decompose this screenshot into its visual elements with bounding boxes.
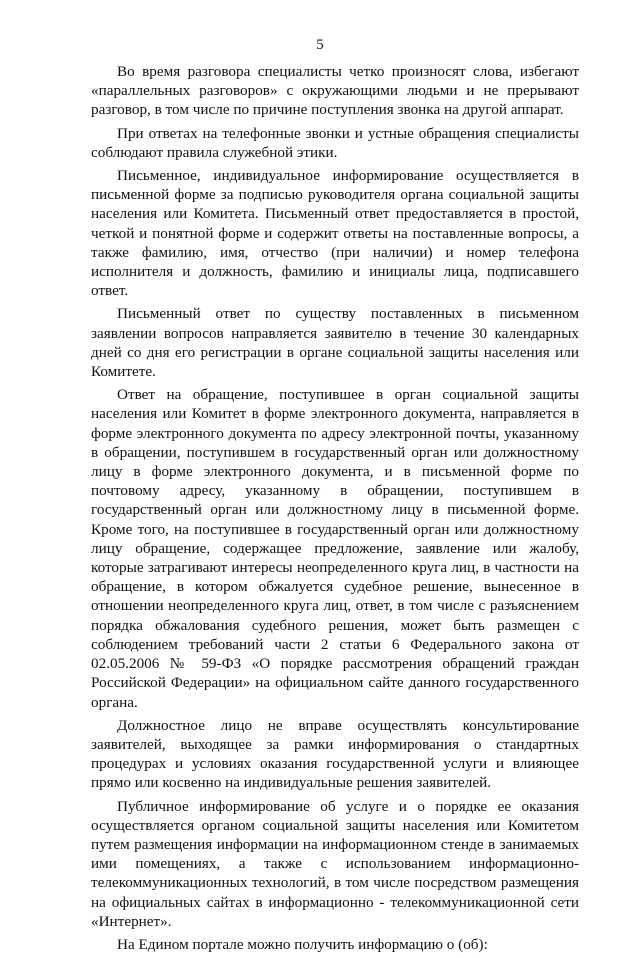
paragraph-service-ethics: При ответах на телефонные звонки и устные обращения специалисты соблюдают правила служебной этики. [91, 124, 579, 161]
paragraph-written-informing: Письменное, индивидуальное информирование осуществляется в письменной форме за подписью руководителя органа социальной защиты населения или Комитета. Письменный ответ предоставляется в простой, четкой и понятной форме и содержит ответы на поставленные вопросы, а также фамилию, имя, отчество (при наличии) и номер телефона исполнителя и должность, фамилию и инициалы лица, подписавшего ответ. [91, 167, 579, 300]
page-number: 5 [316, 37, 324, 53]
paragraph-public-informing: Публичное информирование об услуге и о порядке ее оказания осуществляется органом социальной защиты населения или Комитетом путем размещения информации на информационном стенде в занимаемых ими помещениях, а также с использованием информационно-телекоммуникационных технологий, в том числе посредством размещения на официальных сайтах в информационно - телекоммуникационной сети «Интернет». [91, 797, 579, 930]
paragraph-phone-conversation: Во время разговора специалисты четко произносят слова, избегают «параллельных разговоров» с окружающими людьми и не прерывают разговор, в том числе по причине поступления звонка на другой аппарат. [91, 63, 579, 119]
document-body [91, 62, 579, 958]
paragraph-response-deadline: Письменный ответ по существу поставленных в письменном заявлении вопросов направляется заявителю в течение 30 календарных дней со дня его регистрации в органе социальной защиты населения или Комитете. [91, 305, 579, 381]
paragraph-unified-portal: На Едином портале можно получить информацию о (об): [117, 935, 488, 953]
paragraph-consulting-limits: Должностное лицо не вправе осуществлять консультирование заявителей, выходящее за рамки информирования о стандартных процедурах и условиях оказания государственной услуги и влияющее прямо или косвенно на индивидуальные решения заявителей. [91, 716, 579, 792]
paragraph-electronic-response: Ответ на обращение, поступившее в орган социальной защиты населения или Комитет в форме электронного документа, направляется в форме электронного документа по адресу электронной почты, указанному в обращении, поступившем в государственный орган или должностному лицу в форме электронного документа, и в письменной форме по почтовому адресу, указанному в обращении, поступившем в государственный орган или должностному лицу в письменной форме. Кроме того, на поступившее в государственный орган или должностному лицу обращение, содержащее предложение, заявление или жалобу, которые затрагивают интересы неопределенного круга лиц, в частности на обращение, в котором обжалуется судебное решение, вынесенное в отношении неопределенного круга лиц, ответ, в том числе с разъяснением порядка обжалования судебного решения, может быть размещен с соблюдением требований части 2 статьи 6 Федерального закона от 02.05.2006 № 59-ФЗ «О порядке рассмотрения обращений граждан Российской Федерации» на официальном сайте данного государственного органа. [91, 386, 579, 711]
